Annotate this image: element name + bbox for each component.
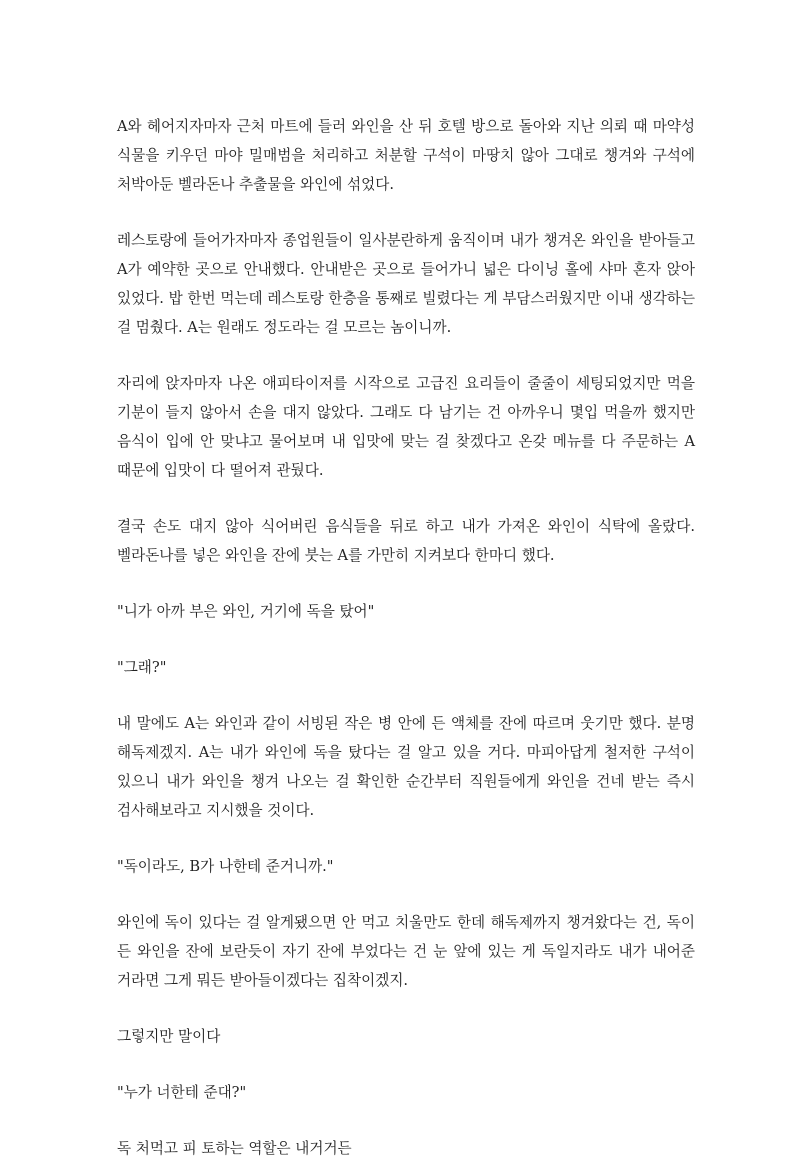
paragraph: 레스토랑에 들어가자마자 종업원들이 일사분란하게 움직이며 내가 챙겨온 와인을 받아들고 A가 예약한 곳으로 안내했다. 안내받은 곳으로 들어가니 넓은 다이닝 홀에 샤마 혼자 앉아 있었다. 밥 한번 먹는데 레스토랑 한층을 통째로 빌렸다는 게 부담스러웠지만 이내 생각하는 걸 멈췄다. A는 원래도 정도라는 걸 모르는 놈이니까. <box>117 232 695 336</box>
document-body <box>117 112 695 1163</box>
paragraph: 결국 손도 대지 않아 식어버린 음식들을 뒤로 하고 내가 가져온 와인이 식탁에 올랐다. 벨라돈나를 넣은 와인을 잔에 붓는 A를 가만히 지켜보다 한마디 했다. <box>117 518 695 564</box>
dialogue-line: "니가 아까 부은 와인, 거기에 독을 탔어" <box>117 603 375 620</box>
paragraph: A와 헤어지자마자 근처 마트에 들러 와인을 산 뒤 호텔 방으로 돌아와 지난 의뢰 때 마약성 식물을 키우던 마야 밀매범을 처리하고 처분할 구석이 마땅치 않아 그대로 챙겨와 구석에 처박아둔 벨라돈나 추출물을 와인에 섞었다. <box>117 118 695 193</box>
paragraph: 독 처먹고 피 토하는 역할은 내거거든 <box>117 1140 352 1157</box>
dialogue-line: "독이라도, B가 나한테 준거니까." <box>117 858 334 875</box>
dialogue-line: "그래?" <box>117 659 167 676</box>
dialogue-line: "누가 너한테 준대?" <box>117 1084 247 1101</box>
paragraph: 내 말에도 A는 와인과 같이 서빙된 작은 병 안에 든 액체를 잔에 따르며 웃기만 했다. 분명 해독제겠지. A는 내가 와인에 독을 탔다는 걸 알고 있을 거다. 마피아답게 철저한 구석이 있으니 내가 와인을 챙겨 나오는 걸 확인한 순간부터 직원들에게 와인을 건네 받는 즉시 검사해보라고 지시했을 것이다. <box>117 715 695 819</box>
paragraph: 와인에 독이 있다는 걸 알게됐으면 안 먹고 치울만도 한데 해독제까지 챙겨왔다는 건, 독이 든 와인을 잔에 보란듯이 자기 잔에 부었다는 건 눈 앞에 있는 게 독일지라도 내가 내어준 거라면 그게 뭐든 받아들이겠다는 집착이겠지. <box>117 914 695 989</box>
paragraph: 자리에 앉자마자 나온 애피타이저를 시작으로 고급진 요리들이 줄줄이 세팅되었지만 먹을 기분이 들지 않아서 손을 대지 않았다. 그래도 다 남기는 건 아까우니 몇입 먹을까 했지만 음식이 입에 안 맞냐고 물어보며 내 입맛에 맞는 걸 찾겠다고 온갖 메뉴를 다 주문하는 A 때문에 입맛이 다 떨어져 관뒀다. <box>117 375 695 479</box>
paragraph: 그렇지만 말이다 <box>117 1028 221 1045</box>
